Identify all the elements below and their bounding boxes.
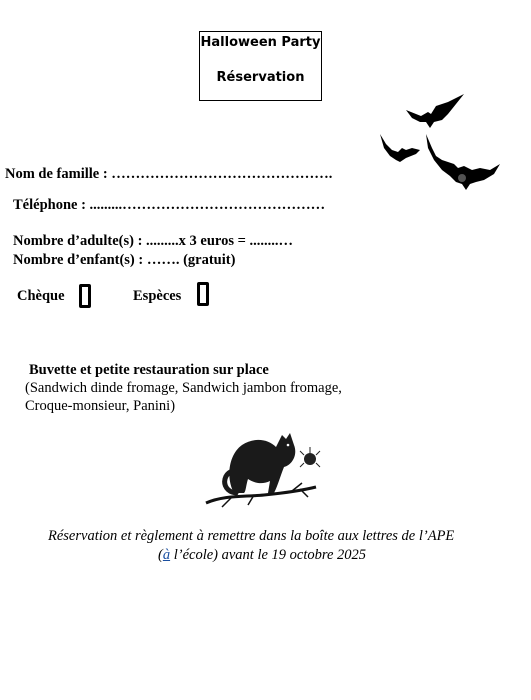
page-title: Halloween Party — [200, 35, 321, 50]
cheque-checkbox[interactable] — [79, 284, 91, 308]
footer-line2-open: ( — [158, 547, 163, 563]
enfants-field: Nombre d’enfant(s) : ……. (gratuit) — [13, 252, 236, 268]
footer-line1: Réservation et règlement à remettre dans la boîte aux lettres de l’APE — [48, 528, 455, 544]
buvette-title: Buvette et petite restauration sur place — [29, 362, 269, 378]
especes-label: Espèces — [133, 288, 182, 304]
black-cat-illustration — [204, 425, 328, 513]
footer-line2-rest: l’école) avant le 19 octobre 2025 — [170, 547, 367, 563]
nom-field: Nom de famille : ………………………………………. — [5, 166, 333, 182]
page-subtitle: Réservation — [216, 70, 305, 85]
especes-checkbox[interactable] — [197, 282, 209, 306]
bats-illustration — [376, 90, 504, 194]
buvette-line2: Croque-monsieur, Panini) — [25, 398, 176, 414]
cheque-label: Chèque — [17, 288, 65, 304]
footer-link-a[interactable]: à — [162, 547, 171, 563]
adultes-field: Nombre d’adulte(s) : .........x 3 euros = ........… — [13, 233, 293, 249]
buvette-line1: (Sandwich dinde fromage, Sandwich jambon fromage, — [25, 380, 342, 396]
telephone-field: Téléphone : .........…………………………………… — [13, 197, 326, 213]
footer-line2 — [158, 547, 366, 564]
title-box — [199, 31, 322, 101]
